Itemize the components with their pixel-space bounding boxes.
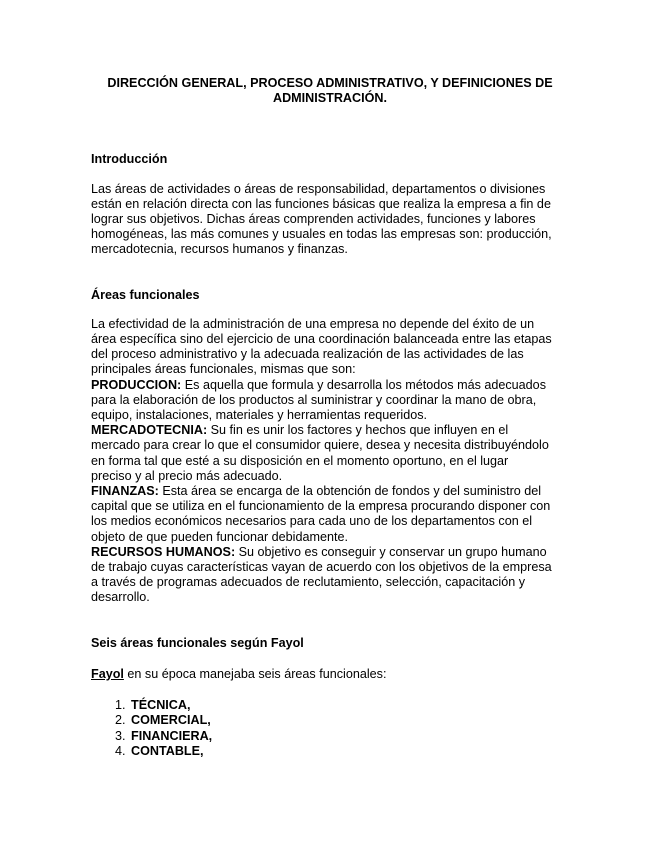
fayol-name: Fayol <box>91 666 124 681</box>
rrhh-first-line <box>91 545 569 560</box>
areas-heading: Áreas funcionales <box>91 287 200 302</box>
produccion-text: Es aquella que formula y desarrolla los métodos más adecuados <box>181 377 546 392</box>
finanzas-first-line <box>91 484 569 499</box>
fayol-heading: Seis áreas funcionales según Fayol <box>91 635 304 650</box>
finanzas-line: capital que se utiliza en el funcionamiento de la empresa procurando disponer con <box>91 499 551 514</box>
intro-line: lograr sus objetivos. Dichas áreas comprenden actividades, funciones y labores <box>91 212 536 227</box>
intro-line: homogéneas, las más comunes y usuales en todas las empresas son: producción, <box>91 227 552 242</box>
intro-line: están en relación directa con las funciones básicas que realiza la empresa a fin de <box>91 196 551 211</box>
produccion-label: PRODUCCION: <box>91 377 182 392</box>
produccion-first-line <box>91 378 569 393</box>
document-title <box>91 76 569 106</box>
produccion-line: equipo, instalaciones, materiales y herramientas requeridos. <box>91 408 428 423</box>
intro-line: Las áreas de actividades o áreas de responsabilidad, departamentos o divisiones <box>91 181 546 196</box>
intro-line: mercadotecnia, recursos humanos y finanzas. <box>91 242 348 257</box>
areas-line: La efectividad de la administración de una empresa no depende del éxito de un <box>91 316 535 331</box>
list-item: 3. FINANCIERA, <box>129 729 569 744</box>
title-line-1: DIRECCIÓN GENERAL, PROCESO ADMINISTRATIVO, Y DEFINICIONES DE <box>107 76 553 90</box>
rrhh-line: de trabajo cuyas características vayan de acuerdo con los objetivos de la empresa <box>91 560 552 575</box>
mercadotecnia-line: en forma tal que esté a su disposición en el momento oportuno, en el lugar <box>91 453 509 468</box>
intro-paragraph <box>91 182 569 258</box>
list-item: 2. COMERCIAL, <box>129 713 569 728</box>
finanzas-line: los medios económicos necesarios para cada uno de los departamentos con el <box>91 514 533 529</box>
rrhh-text: Su objetivo es conseguir y conservar un grupo humano <box>235 544 547 559</box>
mercadotecnia-label: MERCADOTECNIA: <box>91 423 208 438</box>
document-page <box>91 76 569 759</box>
list-item: 4. CONTABLE, <box>129 744 569 759</box>
rrhh-line: a través de programas adecuados de reclutamiento, selección, capacitación y <box>91 575 526 590</box>
rrhh-label: RECURSOS HUMANOS: <box>91 544 236 559</box>
areas-line: área específica sino del ejercicio de una coordinación balanceada entre las etapas <box>91 332 552 347</box>
areas-line: principales áreas funcionales, mismas que son: <box>91 362 356 377</box>
list-item: 1. TÉCNICA, <box>129 698 569 713</box>
mercadotecnia-text: Su fin es unir los factores y hechos que influyen en el <box>207 423 509 438</box>
title-line-2: ADMINISTRACIÓN. <box>272 91 388 106</box>
mercadotecnia-line: mercado para crear lo que el consumidor quiere, desea y necesita distribuyéndolo <box>91 438 549 453</box>
intro-heading: Introducción <box>91 152 168 167</box>
mercadotecnia-first-line <box>91 423 569 438</box>
finanzas-line: objeto de que pueden funcionar debidamente. <box>91 529 348 544</box>
finanzas-text: Esta área se encarga de la obtención de fondos y del suministro del <box>158 484 542 499</box>
fayol-areas-list <box>91 698 569 759</box>
areas-line: del proceso administrativo y la adecuada realización de las actividades de las <box>91 347 524 362</box>
rrhh-line: desarrollo. <box>91 590 150 605</box>
fayol-intro <box>91 667 569 682</box>
produccion-line: para la elaboración de los productos al suministrar y coordinar la mano de obra, <box>91 392 537 407</box>
finanzas-label: FINANZAS: <box>91 484 159 499</box>
areas-paragraph <box>91 317 569 606</box>
fayol-intro-text: en su época manejaba seis áreas funcionales: <box>123 666 387 681</box>
mercadotecnia-line: preciso y al precio más adecuado. <box>91 468 283 483</box>
